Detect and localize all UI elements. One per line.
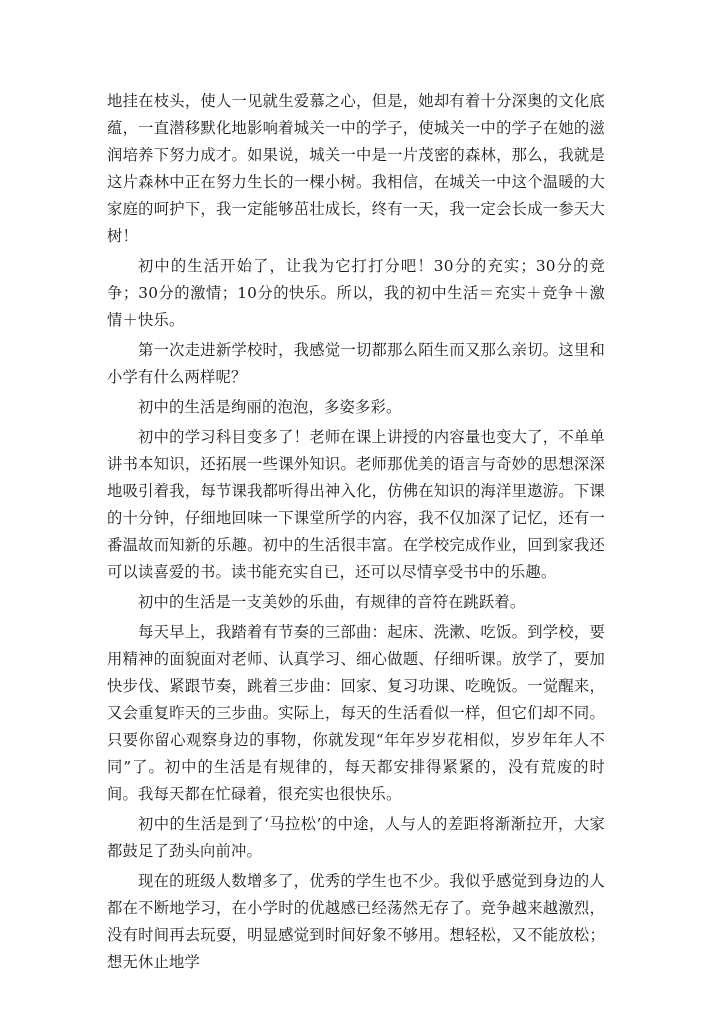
paragraph: 初中的生活是一支美妙的乐曲，有规律的音符在跳跃着。 [138, 593, 526, 611]
paragraph-continuation: 地挂在枝头，使人一见就生爱慕之心，但是，她却有着十分深奥的文化底蕴，一直潜移默化地影响着城关一中的学子，使城关一中的学子在她的滋润培养下努力成才。如果说，城关一中是一片茂密的森林，那么，我就是这片森林中正在努力生长的一棵小树。我相信，在城关一中这个温暖的大家庭的呵护下，我一定能够茁壮成长，终有一天，我一定会长成一参天大树！ [107, 92, 605, 245]
paragraph: 第一次走进新学校时，我感觉一切都那么陌生而又那么亲切。这里和小学有什么两样呢？ [107, 341, 605, 386]
paragraph: 初中的学习科目变多了！老师在课上讲授的内容量也变大了，不单单讲书本知识，还拓展一些课外知识。老师那优美的语言与奇妙的思想深深地吸引着我，每节课我都听得出神入化，仿佛在知识的海洋里遨游。下课的十分钟，仔细地回味一下课堂所学的内容，我不仅加深了记忆，还有一番温故而知新的乐趣。初中的生活很丰富。在学校完成作业，回到家我还可以读喜爱的书。读书能充实自已，还可以尽情享受书中的乐趣。 [107, 428, 605, 581]
paragraph: 初中的生活是绚丽的泡泡，多姿多彩。 [138, 398, 402, 416]
paragraph: 现在的班级人数增多了，优秀的学生也不少。我似乎感觉到身边的人都在不断地学习，在小学时的优越感已经荡然无存了。竞争越来越激烈，没有时间再去玩耍，明显感觉到时间好象不够用。想轻松，又不能放松；想无休止地学 [107, 872, 605, 971]
paragraph: 初中的生活是到了‘马拉松’的中途，人与人的差距将渐渐拉开，大家都鼓足了劲头向前冲。 [107, 815, 605, 860]
document-page [107, 88, 605, 976]
paragraph: 每天早上，我踏着有节奏的三部曲：起床、洗漱、吃饭。到学校，要用精神的面貌面对老师、认真学习、细心做题、仔细听课。放学了，要加快步伐、紧跟节奏，跳着三步曲：回家、复习功课、吃晚饭。一觉醒来，又会重复昨天的三步曲。实际上，每天的生活看似一样，但它们却不同。只要你留心观察身边的事物，你就发现“年年岁岁花相似，岁岁年年人不同”了。初中的生活是有规律的，每天都安排得紧紧的，没有荒废的时间。我每天都在忙碌着，很充实也很快乐。 [107, 623, 605, 803]
paragraph: 初中的生活开始了，让我为它打打分吧！30分的充实；30分的竞争；30分的激情；10分的快乐。所以，我的初中生活＝充实＋竞争＋激情＋快乐。 [107, 257, 605, 329]
